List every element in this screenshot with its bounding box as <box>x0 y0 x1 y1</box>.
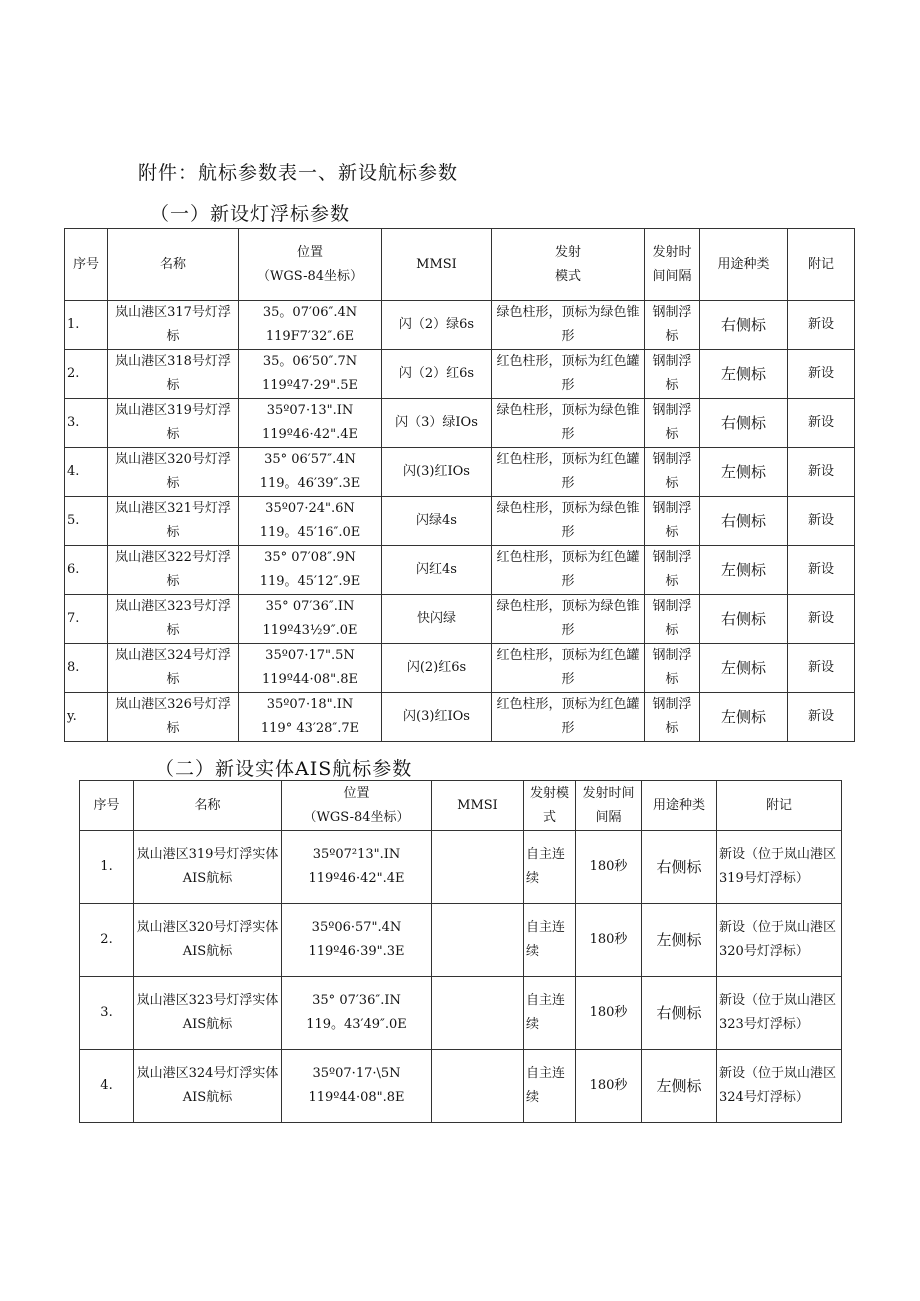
table-row <box>65 595 855 644</box>
header-interval: 发射时间间隔 <box>576 781 642 831</box>
document-title: 附件：航标参数表一、新设航标参数 <box>138 162 459 184</box>
cell-mode: 自主连续 <box>524 831 576 904</box>
table-row <box>65 399 855 448</box>
header-mode-line2: 模式 <box>554 268 581 284</box>
cell-position <box>239 399 382 448</box>
cell-usage: 左侧标 <box>700 693 788 742</box>
cell-pos1: 35° 07′08″.9N <box>264 550 356 565</box>
cell-remark: 新设 <box>788 301 855 350</box>
cell-position <box>239 448 382 497</box>
cell-no: 2. <box>65 350 108 399</box>
cell-name: 岚山港区321号灯浮标 <box>108 497 239 546</box>
table-row <box>65 350 855 399</box>
cell-position <box>239 497 382 546</box>
cell-pos2: 119º43½9″.0E <box>262 623 358 638</box>
cell-position <box>239 350 382 399</box>
header-mode: 发射模式 <box>524 781 576 831</box>
cell-usage: 右侧标 <box>700 497 788 546</box>
header-position-label: 位置 <box>343 785 370 801</box>
cell-name: 岚山港区319号灯浮标 <box>108 399 239 448</box>
cell-mode: 自主连续 <box>524 904 576 977</box>
cell-pos2: 119。43′49″.0E <box>306 1017 407 1032</box>
header-remark: 附记 <box>717 781 842 831</box>
cell-mmsi: 闪(2)红6s <box>382 644 492 693</box>
table-row <box>80 904 842 977</box>
cell-remark: 新设 <box>788 350 855 399</box>
cell-usage: 左侧标 <box>700 644 788 693</box>
cell-mode: 绿色柱形，顶标为绿色锥形 <box>492 301 645 350</box>
cell-remark: 新设 <box>788 497 855 546</box>
table-row <box>65 546 855 595</box>
cell-pos2: 119。46′39″.3E <box>259 476 361 491</box>
cell-mmsi: 闪（3）绿IOs <box>382 399 492 448</box>
cell-mmsi: 闪红4s <box>382 546 492 595</box>
cell-name: 岚山港区326号灯浮标 <box>108 693 239 742</box>
table-header-row <box>65 229 855 301</box>
header-position-datum: （WGS-84坐标） <box>303 809 410 825</box>
cell-name: 岚山港区319号灯浮实体AIS航标 <box>134 831 282 904</box>
cell-name: 岚山港区323号灯浮实体AIS航标 <box>134 977 282 1050</box>
beacon-params-body <box>65 301 855 742</box>
cell-interval: 180秒 <box>576 831 642 904</box>
cell-remark: 新设 <box>788 399 855 448</box>
table-row <box>65 644 855 693</box>
cell-mmsi: 闪(3)红IOs <box>382 693 492 742</box>
cell-pos1: 35º07²13".IN <box>312 847 401 862</box>
cell-mode: 绿色柱形，顶标为绿色锥形 <box>492 497 645 546</box>
header-position <box>239 229 382 301</box>
cell-mode: 绿色柱形，顶标为绿色锥形 <box>492 399 645 448</box>
cell-interval: 钢制浮标 <box>645 399 700 448</box>
cell-no: 3. <box>80 977 134 1050</box>
header-remark: 附记 <box>788 229 855 301</box>
cell-mode: 红色柱形，顶标为红色罐形 <box>492 644 645 693</box>
cell-mode: 红色柱形，顶标为红色罐形 <box>492 448 645 497</box>
cell-interval: 180秒 <box>576 977 642 1050</box>
cell-pos1: 35º06·57".4N <box>311 920 402 935</box>
header-name: 名称 <box>108 229 239 301</box>
header-mmsi: MMSI <box>432 781 524 831</box>
cell-usage: 左侧标 <box>642 904 717 977</box>
cell-interval: 钢制浮标 <box>645 448 700 497</box>
cell-interval: 钢制浮标 <box>645 350 700 399</box>
cell-no: 2. <box>80 904 134 977</box>
cell-interval: 钢制浮标 <box>645 644 700 693</box>
header-position-label: 位置 <box>296 244 323 260</box>
cell-position <box>282 904 432 977</box>
cell-mode: 红色柱形，顶标为红色罐形 <box>492 693 645 742</box>
section1-title: （一）新设灯浮标参数 <box>150 203 351 225</box>
cell-mmsi <box>432 831 524 904</box>
cell-pos2: 119° 43′28″.7E <box>260 721 360 736</box>
cell-no: 8. <box>65 644 108 693</box>
table-row <box>65 448 855 497</box>
cell-usage: 右侧标 <box>700 399 788 448</box>
cell-interval: 180秒 <box>576 904 642 977</box>
header-position-datum: （WGS-84坐标） <box>256 268 364 284</box>
cell-pos2: 119º46·42".4E <box>308 871 405 886</box>
cell-mmsi: 快闪绿 <box>382 595 492 644</box>
cell-mmsi <box>432 977 524 1050</box>
header-name: 名称 <box>134 781 282 831</box>
cell-remark: 新设（位于岚山港区320号灯浮标） <box>717 904 842 977</box>
cell-mmsi <box>432 1050 524 1123</box>
cell-remark: 新设（位于岚山港区324号灯浮标） <box>717 1050 842 1123</box>
cell-position <box>239 546 382 595</box>
cell-mode: 红色柱形，顶标为红色罐形 <box>492 546 645 595</box>
cell-interval: 钢制浮标 <box>645 546 700 595</box>
header-usage: 用途种类 <box>700 229 788 301</box>
cell-name: 岚山港区322号灯浮标 <box>108 546 239 595</box>
cell-pos1: 35º07·17".5N <box>265 648 355 663</box>
cell-interval: 钢制浮标 <box>645 301 700 350</box>
cell-pos1: 35° 07′36″.IN <box>312 993 401 1008</box>
cell-pos1: 35° 06′57″.4N <box>264 452 356 467</box>
cell-remark: 新设 <box>788 644 855 693</box>
cell-pos1: 35º07·17·\5N <box>312 1066 401 1081</box>
cell-interval: 钢制浮标 <box>645 497 700 546</box>
beacon-params-table <box>64 228 855 742</box>
cell-pos2: 119º46·39".3E <box>308 944 405 959</box>
cell-usage: 右侧标 <box>700 301 788 350</box>
table-row <box>80 831 842 904</box>
cell-mmsi: 闪绿4s <box>382 497 492 546</box>
cell-usage: 左侧标 <box>642 1050 717 1123</box>
cell-remark: 新设 <box>788 546 855 595</box>
cell-name: 岚山港区324号灯浮实体AIS航标 <box>134 1050 282 1123</box>
cell-position <box>239 644 382 693</box>
cell-name: 岚山港区320号灯浮实体AIS航标 <box>134 904 282 977</box>
cell-no: 6. <box>65 546 108 595</box>
cell-position <box>239 595 382 644</box>
cell-remark: 新设（位于岚山港区323号灯浮标） <box>717 977 842 1050</box>
header-seq: 序号 <box>65 229 108 301</box>
cell-name: 岚山港区324号灯浮标 <box>108 644 239 693</box>
cell-position <box>282 831 432 904</box>
cell-no: 7. <box>65 595 108 644</box>
cell-pos2: 119。45′12″.9E <box>259 574 361 589</box>
cell-pos1: 35。06′50″.7N <box>262 354 358 369</box>
cell-name: 岚山港区318号灯浮标 <box>108 350 239 399</box>
cell-no: 3. <box>65 399 108 448</box>
cell-no: 4. <box>80 1050 134 1123</box>
cell-pos2: 119º46·42".4E <box>261 427 358 442</box>
table-header-row <box>80 781 842 831</box>
cell-pos2: 119。45′16″.0E <box>259 525 361 540</box>
header-position <box>282 781 432 831</box>
table-row <box>80 977 842 1050</box>
cell-position <box>239 693 382 742</box>
cell-pos1: 35° 07′36″.IN <box>265 599 355 614</box>
cell-no: 1. <box>80 831 134 904</box>
cell-mode: 红色柱形，顶标为红色罐形 <box>492 350 645 399</box>
cell-pos1: 35。07′06″.4N <box>262 305 358 320</box>
table-row <box>65 693 855 742</box>
cell-pos1: 35º07·18".IN <box>266 697 354 712</box>
cell-no: 4. <box>65 448 108 497</box>
table-row <box>65 497 855 546</box>
header-usage: 用途种类 <box>642 781 717 831</box>
cell-mode: 自主连续 <box>524 977 576 1050</box>
cell-name: 岚山港区320号灯浮标 <box>108 448 239 497</box>
cell-position <box>282 1050 432 1123</box>
header-mmsi: MMSI <box>382 229 492 301</box>
cell-usage: 左侧标 <box>700 448 788 497</box>
cell-pos1: 35º07·24".6N <box>265 501 355 516</box>
ais-params-body <box>80 831 842 1123</box>
cell-no: 5. <box>65 497 108 546</box>
cell-mode: 绿色柱形，顶标为绿色锥形 <box>492 595 645 644</box>
cell-name: 岚山港区317号灯浮标 <box>108 301 239 350</box>
cell-mmsi: 闪(3)红IOs <box>382 448 492 497</box>
cell-no: y. <box>65 693 108 742</box>
cell-pos2: 119º47·29".5E <box>261 378 358 393</box>
cell-name: 岚山港区323号灯浮标 <box>108 595 239 644</box>
cell-remark: 新设 <box>788 448 855 497</box>
section2-title: （二）新设实体AIS航标参数 <box>155 758 413 780</box>
cell-remark: 新设 <box>788 595 855 644</box>
cell-remark: 新设（位于岚山港区319号灯浮标） <box>717 831 842 904</box>
header-interval: 发射时间间隔 <box>645 229 700 301</box>
cell-interval: 180秒 <box>576 1050 642 1123</box>
cell-pos2: 119º44·08".8E <box>308 1090 405 1105</box>
table-row <box>65 301 855 350</box>
cell-position <box>239 301 382 350</box>
cell-interval: 钢制浮标 <box>645 595 700 644</box>
cell-mmsi: 闪（2）绿6s <box>382 301 492 350</box>
cell-pos2: 119º44·08".8E <box>261 672 358 687</box>
cell-position <box>282 977 432 1050</box>
cell-no: 1. <box>65 301 108 350</box>
cell-usage: 右侧标 <box>642 831 717 904</box>
cell-usage: 右侧标 <box>642 977 717 1050</box>
header-seq: 序号 <box>80 781 134 831</box>
cell-mmsi: 闪（2）红6s <box>382 350 492 399</box>
cell-remark: 新设 <box>788 693 855 742</box>
cell-interval: 钢制浮标 <box>645 693 700 742</box>
cell-mode: 自主连续 <box>524 1050 576 1123</box>
cell-pos2: 119F7′32″.6E <box>265 329 355 344</box>
header-mode-line1: 发射 <box>554 244 581 260</box>
cell-usage: 右侧标 <box>700 595 788 644</box>
cell-pos1: 35º07·13".IN <box>266 403 354 418</box>
cell-usage: 左侧标 <box>700 546 788 595</box>
cell-usage: 左侧标 <box>700 350 788 399</box>
table-row <box>80 1050 842 1123</box>
header-mode <box>492 229 645 301</box>
ais-params-table <box>79 780 842 1123</box>
cell-mmsi <box>432 904 524 977</box>
